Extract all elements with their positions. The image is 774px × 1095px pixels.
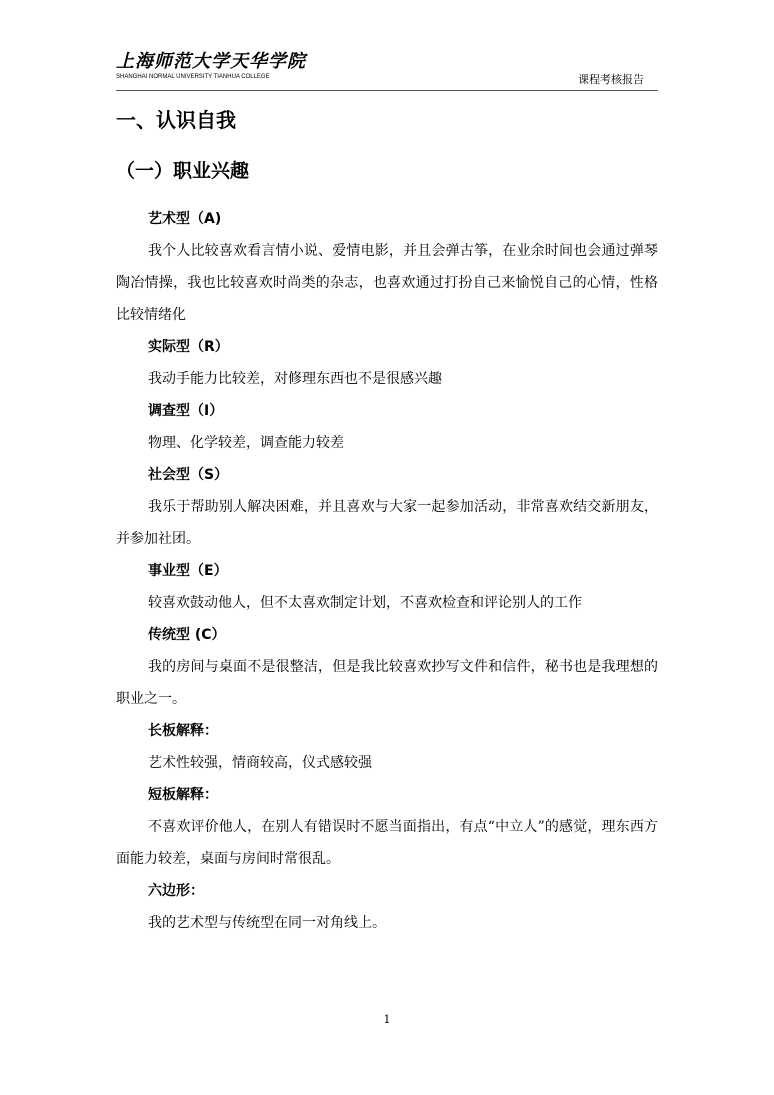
section-weaknesses [116, 779, 658, 875]
section-text: 我的艺术型与传统型在同一对角线上。 [148, 915, 386, 931]
document-type-label: 课程考核报告 [578, 73, 644, 86]
college-logo [116, 51, 306, 81]
section-text: 物理、化学较差，调查能力较差 [148, 435, 344, 451]
section-title: 社会型（S） [148, 467, 229, 483]
section-text: 我乐于帮助别人解决困难，并且喜欢与大家一起参加活动，非常喜欢结交新朋友，并参加社团。 [116, 499, 658, 547]
section-art [116, 203, 658, 331]
section-title: 艺术型（A) [148, 211, 222, 227]
section-realistic [116, 331, 658, 395]
section-title: 传统型 (C） [148, 627, 226, 643]
section-heading: 一、认识自我 [116, 108, 236, 132]
section-text: 艺术性较强，情商较高，仪式感较强 [148, 755, 372, 771]
section-title: 事业型（E） [148, 563, 228, 579]
subsection-heading: （一）职业兴趣 [116, 160, 250, 182]
section-title: 实际型（R） [148, 339, 229, 355]
section-social [116, 459, 658, 555]
section-text: 不喜欢评价他人，在别人有错误时不愿当面指出，有点“中立人”的感觉，理东西方面能力较差，桌面与房间时常很乱。 [116, 819, 658, 867]
section-text: 我动手能力比较差，对修理东西也不是很感兴趣 [148, 371, 442, 387]
section-hexagon [116, 875, 658, 939]
header-divider [116, 90, 658, 91]
logo-english-name: SHANGHAI NORMAL UNIVERSITY TIANHUA COLLEGE [116, 74, 270, 80]
section-text: 较喜欢鼓动他人，但不太喜欢制定计划，不喜欢检查和评论别人的工作 [148, 595, 582, 611]
section-text: 我个人比较喜欢看言情小说、爱情电影，并且会弹古筝，在业余时间也会通过弹琴陶冶情操，我也比较喜欢时尚类的杂志，也喜欢通过打扮自己来愉悦自己的心情，性格比较情绪化 [116, 243, 658, 323]
section-title: 长板解释： [148, 723, 218, 739]
section-conventional [116, 619, 658, 715]
page-number: 1 [383, 1013, 391, 1026]
section-investigative [116, 395, 658, 459]
section-enterprising [116, 555, 658, 619]
logo-chinese-name: 上海师范大学天华学院 [116, 51, 306, 72]
section-title: 六边形： [148, 883, 204, 899]
section-title: 短板解释： [148, 787, 218, 803]
body-content [116, 203, 658, 939]
section-text: 我的房间与桌面不是很整洁，但是我比较喜欢抄写文件和信件，秘书也是我理想的职业之一。 [116, 659, 658, 707]
section-strengths [116, 715, 658, 779]
section-title: 调查型（I） [148, 403, 224, 419]
